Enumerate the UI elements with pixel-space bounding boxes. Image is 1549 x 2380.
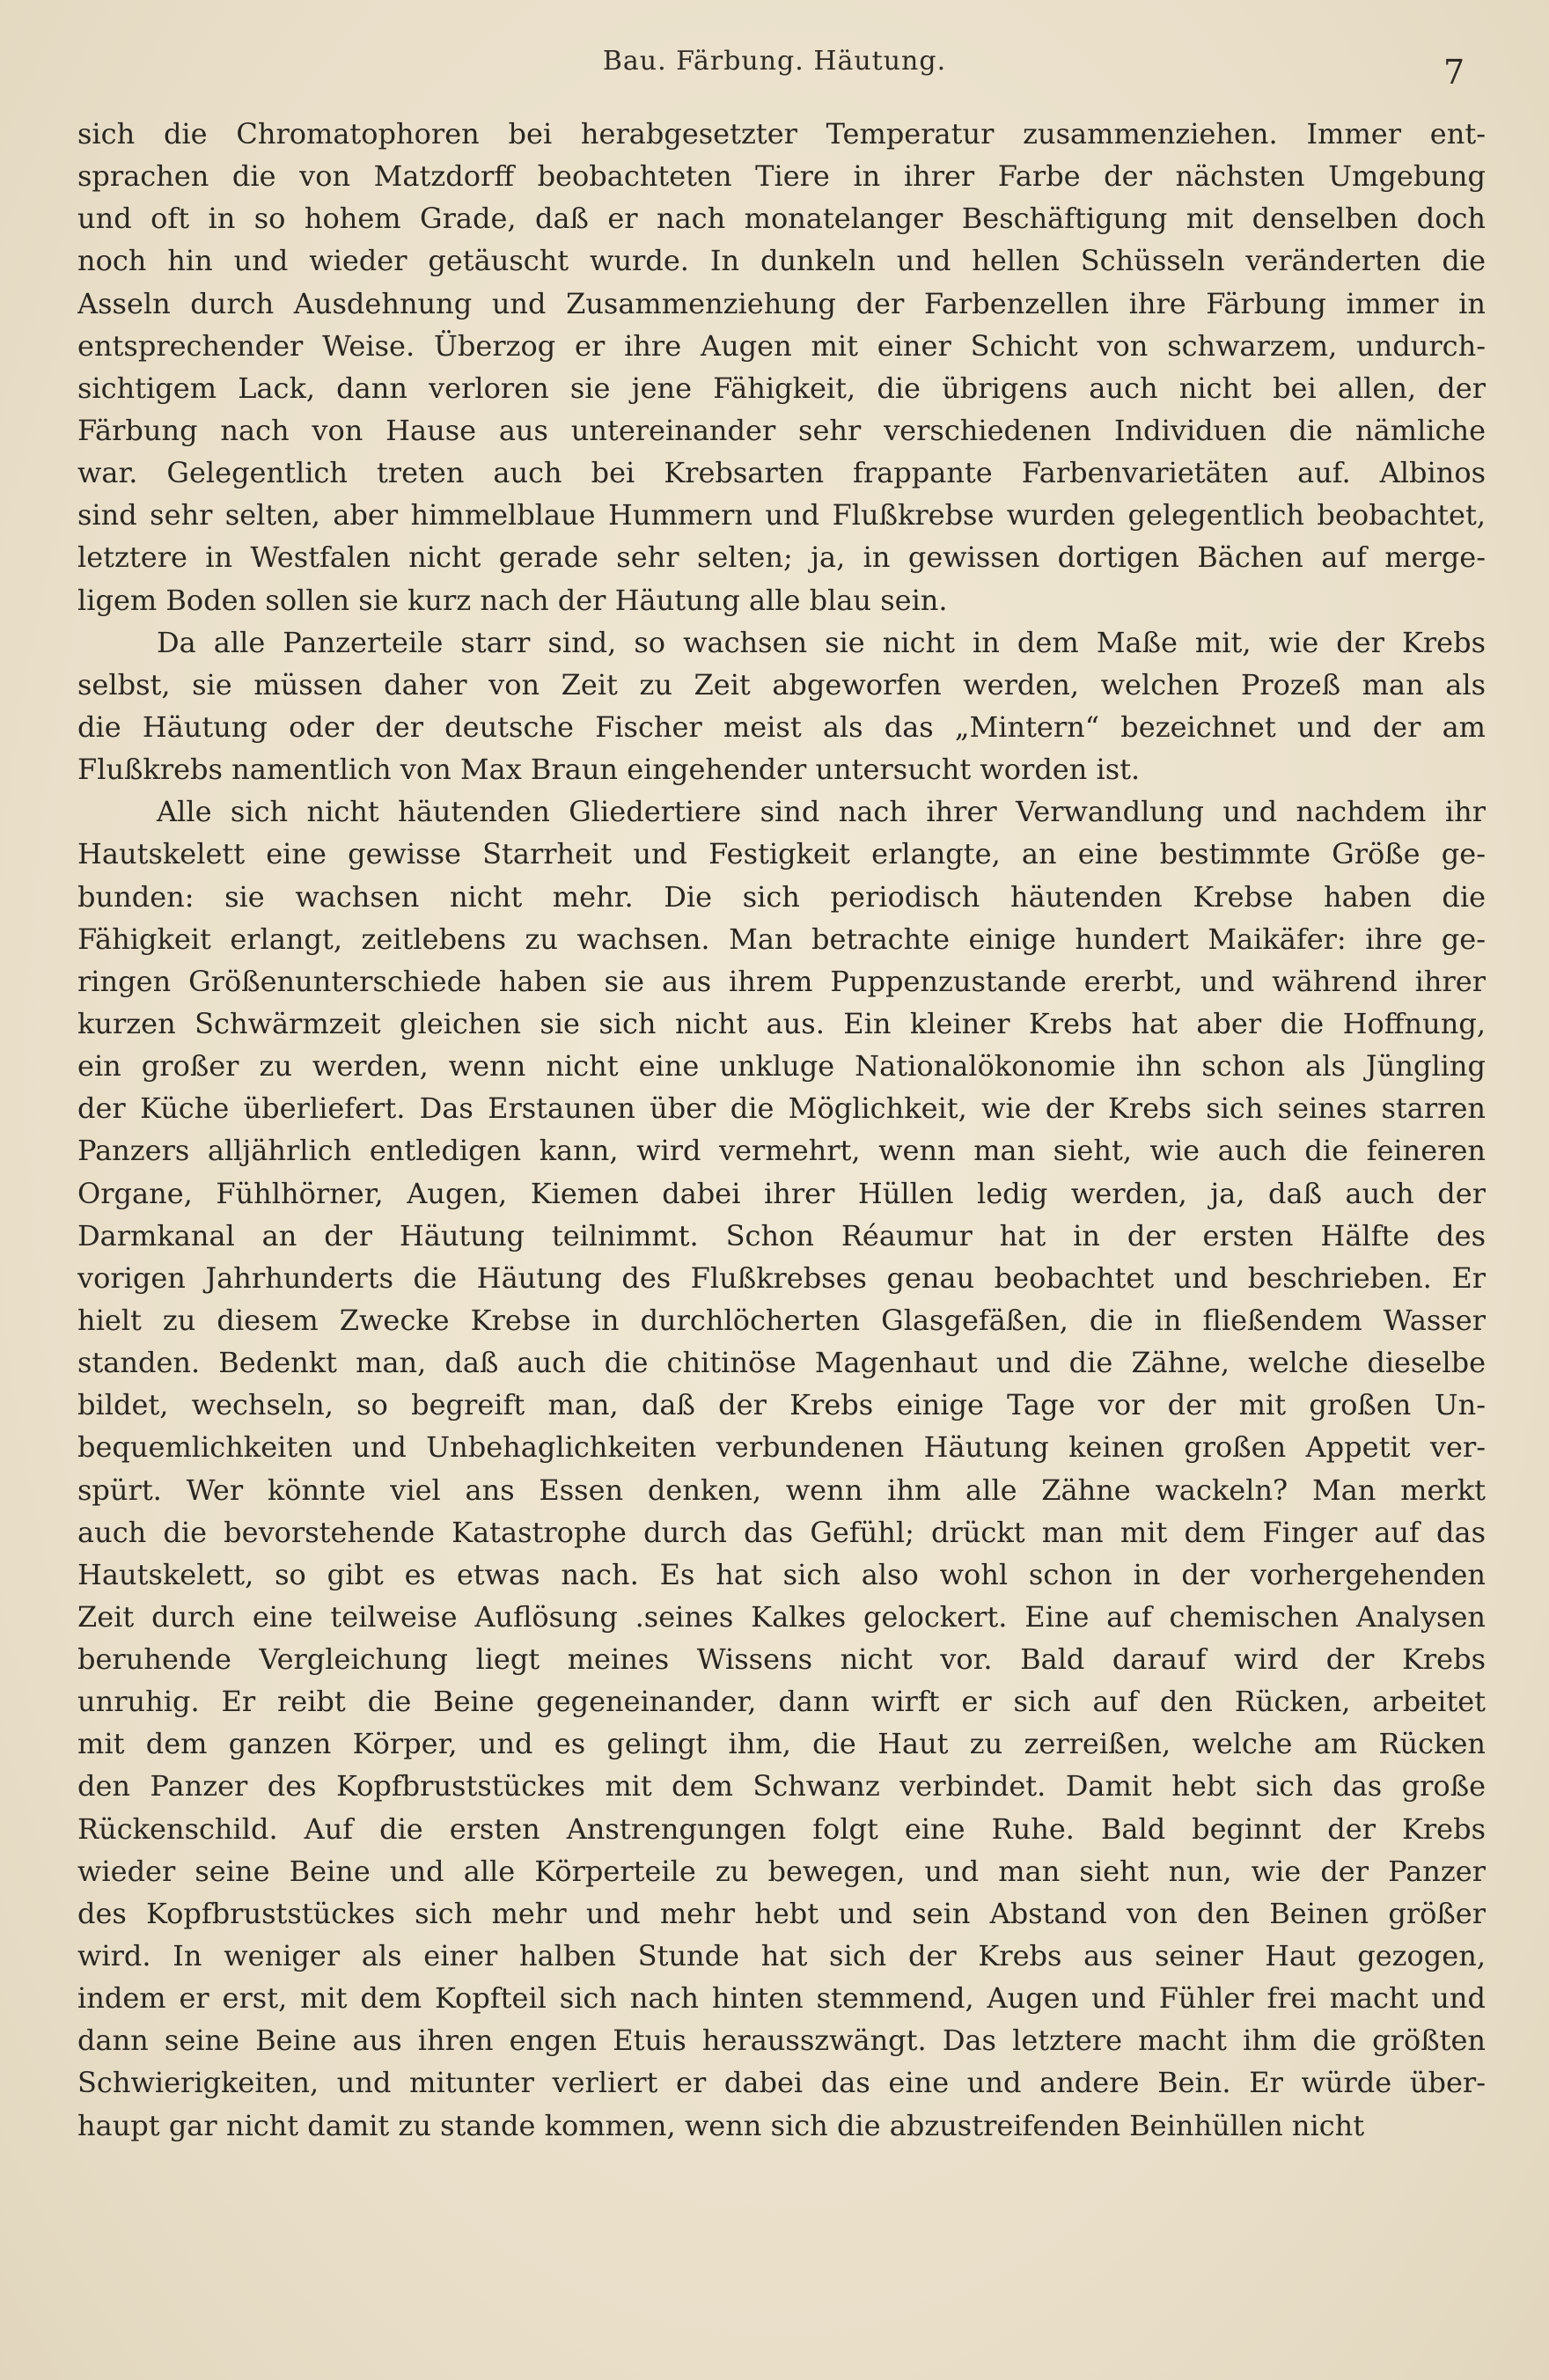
text-line: standen. Bedenkt man, daß auch die chitinöse Magenhaut und die Zähne, welche dieselbe	[77, 1346, 1486, 1380]
text-line: auch die bevorstehende Katastrophe durch das Gefühl; drückt man mit dem Finger auf das	[77, 1515, 1486, 1549]
text-line: Rückenschild. Auf die ersten Anstrengungen folgt eine Ruhe. Bald beginnt der Krebs	[77, 1811, 1486, 1846]
text-line: sind sehr selten, aber himmelblaue Hummern und Flußkrebse wurden gelegentlich beobachtet,	[77, 498, 1486, 533]
text-line: letztere in Westfalen nicht gerade sehr selten; ja, in gewissen dortigen Bächen auf merge-	[77, 540, 1486, 575]
text-line: selbst, sie müssen daher von Zeit zu Zeit abgeworfen werden, welchen Prozeß man als	[77, 667, 1486, 702]
text-line: haupt gar nicht damit zu stande kommen, wenn sich die abzustreifenden Beinhüllen nicht	[77, 2108, 1365, 2142]
text-line: wird. In weniger als einer halben Stunde hat sich der Krebs aus seiner Haut gezogen,	[77, 1939, 1486, 1973]
body-text	[77, 113, 1486, 2147]
text-line: bequemlichkeiten und Unbehaglichkeiten verbundenen Häutung keinen großen Appetit ver-	[77, 1430, 1486, 1465]
running-head: Bau. Färbung. Häutung.	[602, 46, 947, 77]
text-line: sichtigem Lack, dann verloren sie jene Fähigkeit, die übrigens auch nicht bei allen, der	[77, 371, 1486, 405]
text-line: vorigen Jahrhunderts die Häutung des Flußkrebses genau beobachtet und beschrieben. Er	[77, 1260, 1486, 1295]
text-line: entsprechender Weise. Überzog er ihre Augen mit einer Schicht von schwarzem, undurch-	[77, 328, 1486, 363]
text-line: Organe, Fühlhörner, Augen, Kiemen dabei ihrer Hüllen ledig werden, ja, daß auch der	[77, 1176, 1486, 1210]
text-line: noch hin und wieder getäuscht wurde. In dunkeln und hellen Schüsseln veränderten die	[77, 244, 1486, 278]
text-line: spürt. Wer könnte viel ans Essen denken, wenn ihm alle Zähne wackeln? Man merkt	[77, 1473, 1486, 1507]
text-line: Darmkanal an der Häutung teilnimmt. Schon Réaumur hat in der ersten Hälfte des	[77, 1218, 1486, 1252]
text-line: Asseln durch Ausdehnung und Zusammenziehung der Farbenzellen ihre Färbung immer in	[77, 286, 1486, 320]
text-line: bunden: sie wachsen nicht mehr. Die sich periodisch häutenden Krebse haben die	[77, 879, 1486, 914]
text-line: den Panzer des Kopfbruststückes mit dem Schwanz verbindet. Damit hebt sich das große	[77, 1769, 1486, 1803]
text-line: kurzen Schwärmzeit gleichen sie sich nicht aus. Ein kleiner Krebs hat aber die Hoffnung,	[77, 1006, 1486, 1040]
text-line: sich die Chromatophoren bei herabgesetzter Temperatur zusammenziehen. Immer ent-	[77, 117, 1486, 151]
text-line: wieder seine Beine und alle Körperteile zu bewegen, und man sieht nun, wie der Panzer	[77, 1854, 1486, 1888]
text-line: sprachen die von Matzdorff beobachteten Tiere in ihrer Farbe der nächsten Umgebung	[77, 159, 1486, 194]
text-line: Färbung nach von Hause aus untereinander sehr verschiedenen Individuen die nämliche	[77, 413, 1486, 447]
text-line: der Küche überliefert. Das Erstaunen über die Möglichkeit, wie der Krebs sich seines starren	[77, 1091, 1486, 1126]
text-line: und oft in so hohem Grade, daß er nach monatelanger Beschäftigung mit denselben doch	[77, 202, 1486, 236]
text-line: des Kopfbruststückes sich mehr und mehr hebt und sein Abstand von den Beinen größer	[77, 1896, 1486, 1930]
text-line: ein großer zu werden, wenn nicht eine unkluge Nationalökonomie ihn schon als Jüngling	[77, 1049, 1486, 1083]
text-line: beruhende Vergleichung liegt meines Wissens nicht vor. Bald darauf wird der Krebs	[77, 1642, 1486, 1677]
text-line: die Häutung oder der deutsche Fischer meist als das „Mintern“ bezeichnet und der am	[77, 709, 1486, 744]
text-line: Da alle Panzerteile starr sind, so wachsen sie nicht in dem Maße mit, wie der Krebs	[157, 625, 1486, 659]
text-line: mit dem ganzen Körper, und es gelingt ihm, die Haut zu zerreißen, welche am Rücken	[77, 1727, 1486, 1761]
text-line: Flußkrebs namentlich von Max Braun eingehender untersucht worden ist.	[77, 753, 1141, 787]
text-line: ringen Größenunterschiede haben sie aus ihrem Puppenzustande ererbt, und während ihrer	[77, 964, 1486, 998]
text-line: unruhig. Er reibt die Beine gegeneinander, dann wirft er sich auf den Rücken, arbeitet	[77, 1685, 1486, 1719]
text-line: Fähigkeit erlangt, zeitlebens zu wachsen. Man betrachte einige hundert Maikäfer: ihre ge-	[77, 922, 1486, 956]
text-line: dann seine Beine aus ihren engen Etuis herausszwängt. Das letztere macht ihm die größten	[77, 2024, 1486, 2058]
text-line: war. Gelegentlich treten auch bei Krebsarten frappante Farbenvarietäten auf. Albinos	[77, 456, 1486, 490]
text-line: Schwierigkeiten, und mitunter verliert er dabei das eine und andere Bein. Er würde über-	[77, 2066, 1486, 2100]
text-line: ligem Boden sollen sie kurz nach der Häutung alle blau sein.	[77, 583, 948, 617]
text-line: Hautskelett, so gibt es etwas nach. Es hat sich also wohl schon in der vorhergehenden	[77, 1557, 1486, 1591]
text-line: hielt zu diesem Zwecke Krebse in durchlöcherten Glasgefäßen, die in fließendem Wasser	[77, 1303, 1486, 1337]
text-line: Zeit durch eine teilweise Auflösung .seines Kalkes gelockert. Eine auf chemischen Analysen	[77, 1599, 1486, 1634]
text-line: indem er erst, mit dem Kopfteil sich nach hinten stemmend, Augen und Fühler frei macht und	[77, 1981, 1486, 2016]
page-number: 7	[1443, 53, 1465, 92]
text-line: Hautskelett eine gewisse Starrheit und Festigkeit erlangte, an eine bestimmte Größe ge-	[77, 837, 1486, 871]
text-line: Alle sich nicht häutenden Gliedertiere sind nach ihrer Verwandlung und nachdem ihr	[157, 795, 1486, 829]
text-line: Panzers alljährlich entledigen kann, wird vermehrt, wenn man sieht, wie auch die feineren	[77, 1134, 1486, 1168]
text-line: bildet, wechseln, so begreift man, daß der Krebs einige Tage vor der mit großen Un-	[77, 1388, 1486, 1422]
